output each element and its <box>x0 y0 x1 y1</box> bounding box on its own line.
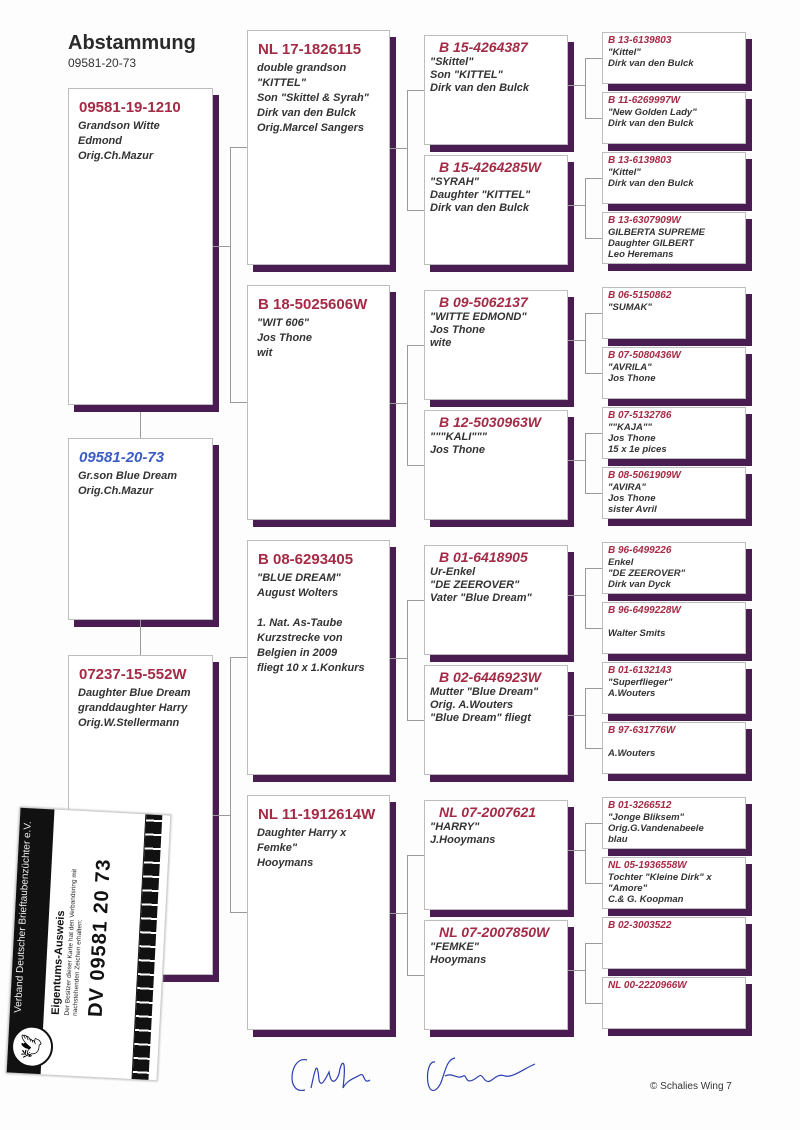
pigeon-info: "BLUE DREAM" August Wolters 1. Nat. As-Taube Kurzstrecke von Belgien in 2009 fliegt 10 x 1.Konkurs <box>257 572 365 674</box>
connector-line <box>407 600 424 601</box>
connector-line <box>585 433 586 493</box>
ring-number: B 15-4264285W <box>439 159 541 175</box>
great-great-grandparent-box <box>602 32 746 84</box>
connector-line <box>140 412 141 438</box>
pigeon-info: "AVIRA" Jos Thone sister Avril <box>608 482 657 515</box>
connector-line <box>390 148 407 149</box>
pigeon-info: Tochter "Kleine Dirk" x "Amore" C.& G. Koopman <box>608 872 712 905</box>
connector-line <box>407 345 424 346</box>
ring-number: B 08-6293405 <box>258 551 354 568</box>
connector-line <box>390 913 407 914</box>
ownership-card <box>6 807 172 1082</box>
pigeon-info: Daughter Blue Dream granddaughter Harry Orig.W.Stellermann <box>78 687 191 729</box>
ring-number: B 13-6139803 <box>608 35 672 46</box>
ring-number: B 07-5132786 <box>608 410 672 421</box>
great-great-grandparent-box <box>602 662 746 714</box>
connector-line <box>568 595 585 596</box>
great-great-grandparent-box <box>602 602 746 654</box>
connector-line <box>585 178 602 179</box>
connector-line <box>585 748 602 749</box>
ring-number: NL 11-1912614W <box>258 806 376 823</box>
connector-line <box>585 568 586 628</box>
connector-line <box>585 118 602 119</box>
great-great-grandparent-box <box>602 407 746 459</box>
pigeon-logo-icon: 🕊 <box>10 1025 54 1069</box>
connector-line <box>230 657 231 913</box>
ring-number: B 09-5062137 <box>439 294 528 310</box>
connector-line <box>407 720 424 721</box>
ring-number: B 08-5061909W <box>608 470 681 481</box>
pigeon-info: "Superflieger" A.Wouters <box>608 677 673 699</box>
page-title: Abstammung <box>68 32 196 54</box>
pigeon-info: double grandson "KITTEL" Son "Skittel & Syrah" Dirk van den Bulck Orig.Marcel Sangers <box>257 62 369 134</box>
ring-number: B 12-5030963W <box>439 414 541 430</box>
great-great-grandparent-box <box>602 467 746 519</box>
connector-line <box>390 658 407 659</box>
great-great-grandparent-box <box>602 977 746 1029</box>
pigeon-info: Daughter Harry x Femke" Hooymans <box>257 827 347 869</box>
pigeon-info: Mutter "Blue Dream" Orig. A.Wouters "Blue Dream" fliegt <box>430 686 539 724</box>
connector-line <box>230 657 247 658</box>
connector-line <box>407 975 424 976</box>
connector-line <box>407 855 424 856</box>
connector-line <box>585 1003 602 1004</box>
ring-number: B 15-4264387 <box>439 39 528 55</box>
card-title: Eigentums-Ausweis <box>49 910 68 1016</box>
ring-number: NL 17-1826115 <box>258 41 362 58</box>
ring-number: B 97-631776W <box>608 725 676 736</box>
ring-number: 09581-19-1210 <box>79 99 181 116</box>
signature <box>285 1050 555 1105</box>
great-grandparent-box <box>424 155 568 265</box>
ring-number: NL 07-2007621 <box>439 804 537 820</box>
connector-line <box>585 58 586 118</box>
connector-line <box>568 715 585 716</box>
ring-number: 09581-20-73 <box>79 449 165 466</box>
ring-number: B 02-3003522 <box>608 920 672 931</box>
pigeon-info: "WIT 606" Jos Thone wit <box>257 317 313 359</box>
connector-line <box>407 90 424 91</box>
great-grandparent-box <box>424 545 568 655</box>
grandparent-box <box>247 30 390 265</box>
connector-line <box>568 970 585 971</box>
ring-number: B 96-6499228W <box>608 605 681 616</box>
connector-line <box>407 855 408 975</box>
connector-line <box>585 688 586 748</box>
connector-line <box>230 912 247 913</box>
pigeon-info: "Skittel" Son "KITTEL" Dirk van den Bulck <box>430 56 530 94</box>
grandparent-box <box>247 540 390 775</box>
copyright: © Schalies Wing 7 <box>650 1081 732 1092</box>
ring-number: B 18-5025606W <box>258 296 368 313</box>
pigeon-info: "Kittel" Dirk van den Bulck <box>608 167 694 189</box>
ring-number: B 01-6132143 <box>608 665 672 676</box>
pigeon-info: Grandson Witte Edmond Orig.Ch.Mazur <box>78 120 160 162</box>
great-grandparent-box <box>424 665 568 775</box>
connector-line <box>407 345 408 465</box>
connector-line <box>585 313 586 373</box>
great-great-grandparent-box <box>602 92 746 144</box>
ring-number: B 01-3266512 <box>608 800 672 811</box>
pigeon-info: ""KAJA"" Jos Thone 15 x 1e pices <box>608 422 667 455</box>
ring-number: B 02-6446923W <box>439 669 541 685</box>
pigeon-info: "HARRY" J.Hooymans <box>430 821 496 846</box>
ring-number: B 13-6139803 <box>608 155 672 166</box>
great-great-grandparent-box <box>602 152 746 204</box>
ring-number: B 07-5080436W <box>608 350 681 361</box>
connector-line <box>585 58 602 59</box>
pigeon-info: GILBERTA SUPREME Daughter GILBERT Leo Heremans <box>608 227 705 260</box>
pigeon-info: Enkel "DE ZEEROVER" Dirk van Dyck <box>608 557 686 590</box>
connector-line <box>585 883 602 884</box>
great-great-grandparent-box <box>602 797 746 849</box>
pigeon-info: A.Wouters <box>608 748 656 759</box>
ring-number: B 06-5150862 <box>608 290 672 301</box>
pigeon-info: "Kittel" Dirk van den Bulck <box>608 47 694 69</box>
card-ring-number: DV 09581 20 73 <box>84 858 115 1018</box>
pigeon-info: Gr.son Blue Dream Orig.Ch.Mazur <box>78 470 178 497</box>
connector-line <box>585 943 602 944</box>
great-great-grandparent-box <box>602 287 746 339</box>
connector-line <box>568 850 585 851</box>
connector-line <box>213 246 230 247</box>
connector-line <box>585 178 586 238</box>
great-grandparent-box <box>424 35 568 145</box>
connector-line <box>407 465 424 466</box>
connector-line <box>585 493 602 494</box>
connector-line <box>585 823 586 883</box>
ring-number: NL 05-1936558W <box>608 860 687 871</box>
great-grandparent-box <box>424 290 568 400</box>
connector-line <box>568 340 585 341</box>
pigeon-info: "Jonge Bliksem" Orig.G.Vandenabeele blau <box>608 812 704 845</box>
connector-line <box>407 210 424 211</box>
ring-number: B 96-6499226 <box>608 545 672 556</box>
connector-line <box>585 433 602 434</box>
great-grandparent-box <box>424 800 568 910</box>
pigeon-info: "New Golden Lady" Dirk van den Bulck <box>608 107 697 129</box>
pigeon-info: "FEMKE" Hooymans <box>430 941 487 966</box>
connector-line <box>407 600 408 720</box>
ring-number: B 13-6307909W <box>608 215 681 226</box>
ring-number: B 01-6418905 <box>439 549 528 565</box>
pigeon-info: "AVRILA" Jos Thone <box>608 362 656 384</box>
connector-line <box>585 313 602 314</box>
connector-line <box>585 568 602 569</box>
connector-line <box>585 688 602 689</box>
connector-line <box>585 823 602 824</box>
sire-box <box>68 88 213 405</box>
ring-number: 07237-15-552W <box>79 666 187 683</box>
great-grandparent-box <box>424 920 568 1030</box>
connector-line <box>568 85 585 86</box>
connector-line <box>585 238 602 239</box>
connector-line <box>213 815 230 816</box>
pigeon-info: """KALI""" Jos Thone <box>430 431 487 456</box>
connector-line <box>390 403 407 404</box>
connector-line <box>230 402 247 403</box>
great-great-grandparent-box <box>602 347 746 399</box>
pigeon-info: Walter Smits <box>608 628 666 639</box>
great-great-grandparent-box <box>602 917 746 969</box>
connector-line <box>230 147 247 148</box>
connector-line <box>407 90 408 210</box>
subject-box <box>68 438 213 620</box>
great-great-grandparent-box <box>602 542 746 594</box>
grandparent-box <box>247 285 390 520</box>
connector-line <box>585 943 586 1003</box>
great-great-grandparent-box <box>602 722 746 774</box>
page-ring-number: 09581-20-73 <box>68 56 137 70</box>
pigeon-info: "SYRAH" Daughter "KITTEL" Dirk van den Bulck <box>430 176 531 214</box>
pigeon-info: "WITTE EDMOND" Jos Thone wite <box>430 311 527 349</box>
ring-number: B 11-6269997W <box>608 95 681 106</box>
pigeon-info: "SUMAK" <box>608 302 652 313</box>
grandparent-box <box>247 795 390 1030</box>
connector-line <box>230 147 231 403</box>
connector-line <box>568 205 585 206</box>
connector-line <box>568 460 585 461</box>
connector-line <box>585 373 602 374</box>
card-org: Verband Deutscher Brieftaubenzüchter e.V. <box>7 808 55 1074</box>
pigeon-info: Ur-Enkel "DE ZEEROVER" Vater "Blue Dream" <box>430 566 532 604</box>
card-pattern <box>131 814 162 1080</box>
great-great-grandparent-box <box>602 857 746 909</box>
ring-number: NL 07-2007850W <box>439 924 550 940</box>
ring-number: NL 00-2220966W <box>608 980 687 991</box>
connector-line <box>140 620 141 655</box>
great-grandparent-box <box>424 410 568 520</box>
card-note: Der Besitzer dieser Karte hat den Verbandsring mit nachstehenden Zeichen erhalten: <box>63 868 84 1017</box>
connector-line <box>585 628 602 629</box>
great-great-grandparent-box <box>602 212 746 264</box>
